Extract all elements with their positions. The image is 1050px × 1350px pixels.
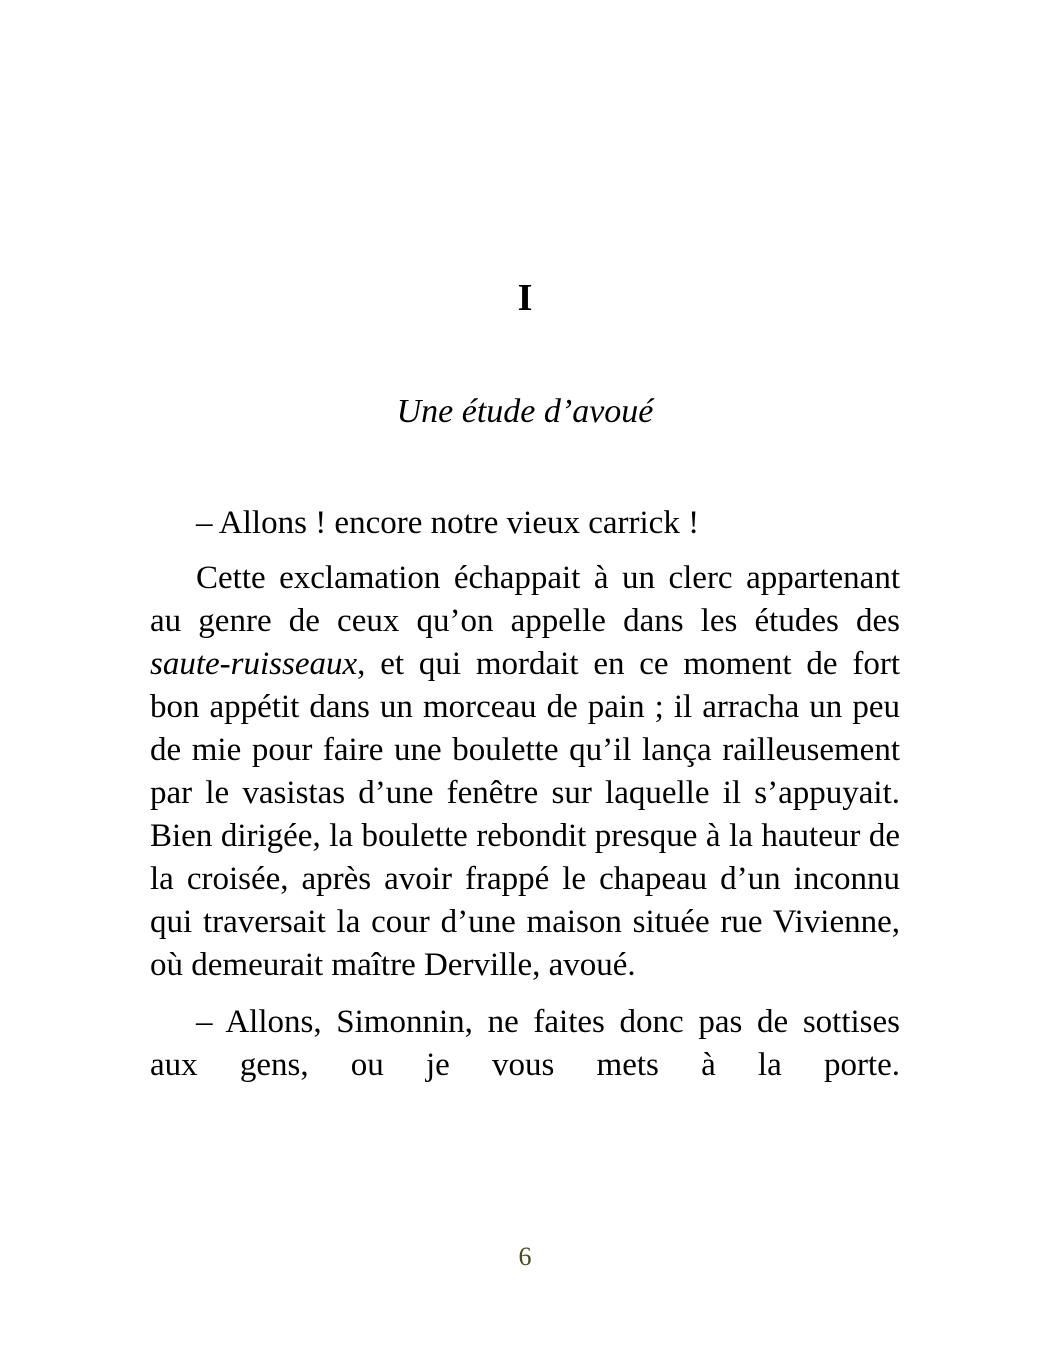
page-number: 6	[518, 1242, 532, 1271]
emphasis-term: saute-ruisseaux	[150, 646, 358, 682]
body-text	[150, 502, 900, 1101]
paragraph-dialog-2: – Allons, Simonnin, ne faites donc pas de sottises aux gens, ou je vous mets à la porte.	[150, 1004, 900, 1083]
paragraph-narration-end: , et qui mordait en ce moment de fort bon appétit dans un morceau de pain ; il arracha un peu de mie pour faire une boulette qu’il lança railleusement par le vasistas d’une fenêtre sur laquelle il s’appuyait. Bien dirigée, la boulette rebondit presque à la hauteur de la croisée, après avoir frappé le chapeau d’un inconnu qui traversait la cour d’une maison située rue Vivienne, où demeurait maître Derville, avoué.	[150, 646, 900, 983]
paragraph-narration	[150, 557, 900, 987]
chapter-number: I	[517, 277, 533, 319]
paragraph-dialog-1: – Allons ! encore notre vieux carrick !	[196, 505, 700, 541]
chapter-title: Une étude d’avoué	[396, 393, 654, 430]
paragraph-narration-start: Cette exclamation échappait à un clerc appartenant au genre de ceux qu’on appelle dans les études des	[150, 560, 900, 639]
